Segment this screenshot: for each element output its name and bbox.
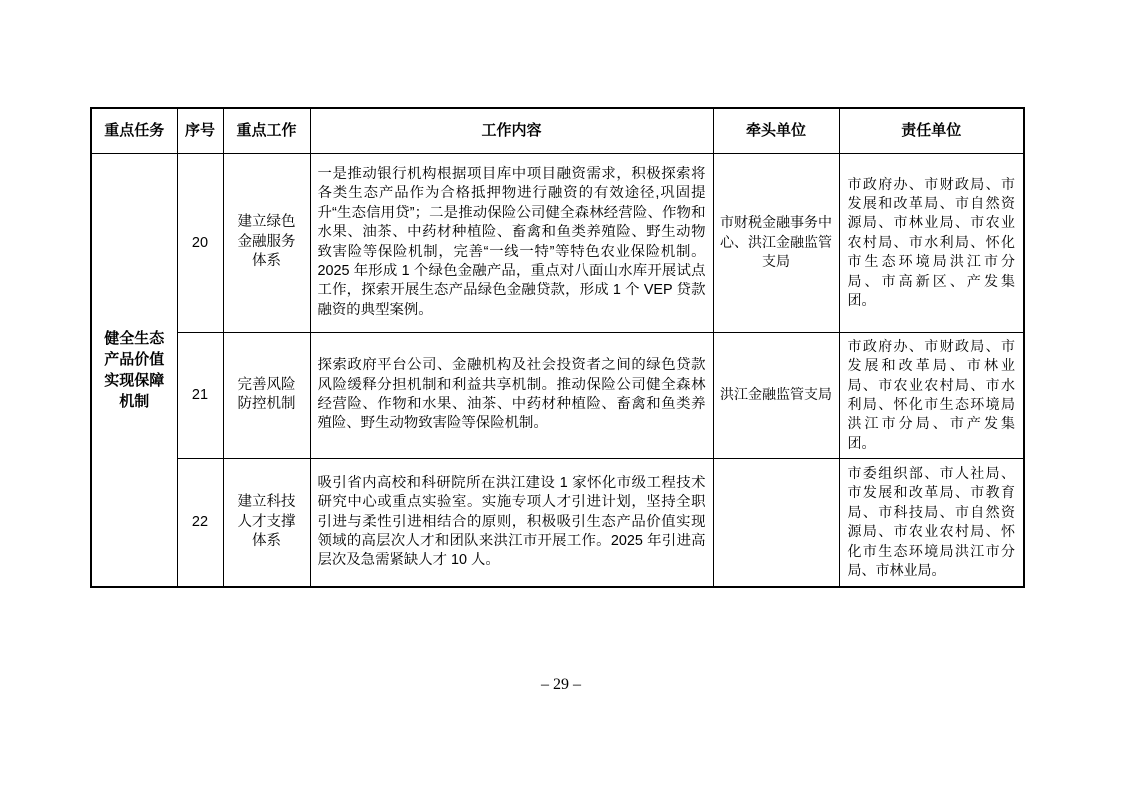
- header-responsible-unit: 责任单位: [839, 108, 1024, 153]
- row-22-serial: 22: [177, 458, 223, 587]
- row-21-lead-unit: 洪江金融监管支局: [713, 332, 839, 458]
- header-key-work: 重点工作: [223, 108, 310, 153]
- work-plan-table: [90, 107, 1025, 588]
- row-21-key-work: 完善风险防控机制: [223, 332, 310, 458]
- row-22-key-work: 建立科技人才支撑体系: [223, 458, 310, 587]
- row-20-lead-unit: 市财税金融事务中心、洪江金融监管支局: [713, 153, 839, 332]
- row-21-serial: 21: [177, 332, 223, 458]
- header-lead-unit: 牵头单位: [713, 108, 839, 153]
- header-key-task: 重点任务: [91, 108, 177, 153]
- row-22-work-content: 吸引省内高校和科研院所在洪江建设 1 家怀化市级工程技术研究中心或重点实验室。实施专项人才引进计划，坚持全职引进与柔性引进相结合的原则，积极吸引生态产品价值实现领域的高层次人才和团队来洪江市开展工作。2025 年引进高层次及急需紧缺人才 10 人。: [310, 458, 713, 587]
- row-20-serial: 20: [177, 153, 223, 332]
- table-row-21: [91, 332, 1024, 458]
- row-22-lead-unit: [713, 458, 839, 587]
- row-20-work-content: 一是推动银行机构根据项目库中项目融资需求，积极探索将各类生态产品作为合格抵押物进行融资的有效途径,巩固提升“生态信用贷”；二是推动保险公司健全森林经营险、作物和水果、油茶、中药材种植险、畜禽和鱼类养殖险、野生动物致害险等保险机制，完善“一线一特”等特色农业保险机制。2025 年形成 1 个绿色金融产品，重点对八面山水库开展试点工作，探索开展生态产品绿色金融贷款，形成 1 个 VEP 贷款融资的典型案例。: [310, 153, 713, 332]
- row-20-key-work: 建立绿色金融服务体系: [223, 153, 310, 332]
- row-22-responsible-unit: 市委组织部、市人社局、市发展和改革局、市教育局、市科技局、市自然资源局、市农业农村局、怀化市生态环境局洪江市分局、市林业局。: [839, 458, 1024, 587]
- row-21-responsible-unit: 市政府办、市财政局、市发展和改革局、市林业局、市农业农村局、市水利局、怀化市生态环境局洪江市分局、市产发集团。: [839, 332, 1024, 458]
- header-serial-number: 序号: [177, 108, 223, 153]
- table-row-20: [91, 153, 1024, 332]
- header-work-content: 工作内容: [310, 108, 713, 153]
- page-number: – 29 –: [541, 676, 581, 693]
- task-group-cell: 健全生态产品价值实现保障机制: [91, 153, 177, 587]
- table-row-22: [91, 458, 1024, 587]
- row-20-responsible-unit: 市政府办、市财政局、市发展和改革局、市自然资源局、市林业局、市农业农村局、市水利局、怀化市生态环境局洪江市分局、市高新区、产发集团。: [839, 153, 1024, 332]
- table-header-row: [91, 108, 1024, 153]
- row-21-work-content: 探索政府平台公司、金融机构及社会投资者之间的绿色贷款风险缓释分担机制和利益共享机制。推动保险公司健全森林经营险、作物和水果、油茶、中药材种植险、畜禽和鱼类养殖险、野生动物致害险等保险机制。: [310, 332, 713, 458]
